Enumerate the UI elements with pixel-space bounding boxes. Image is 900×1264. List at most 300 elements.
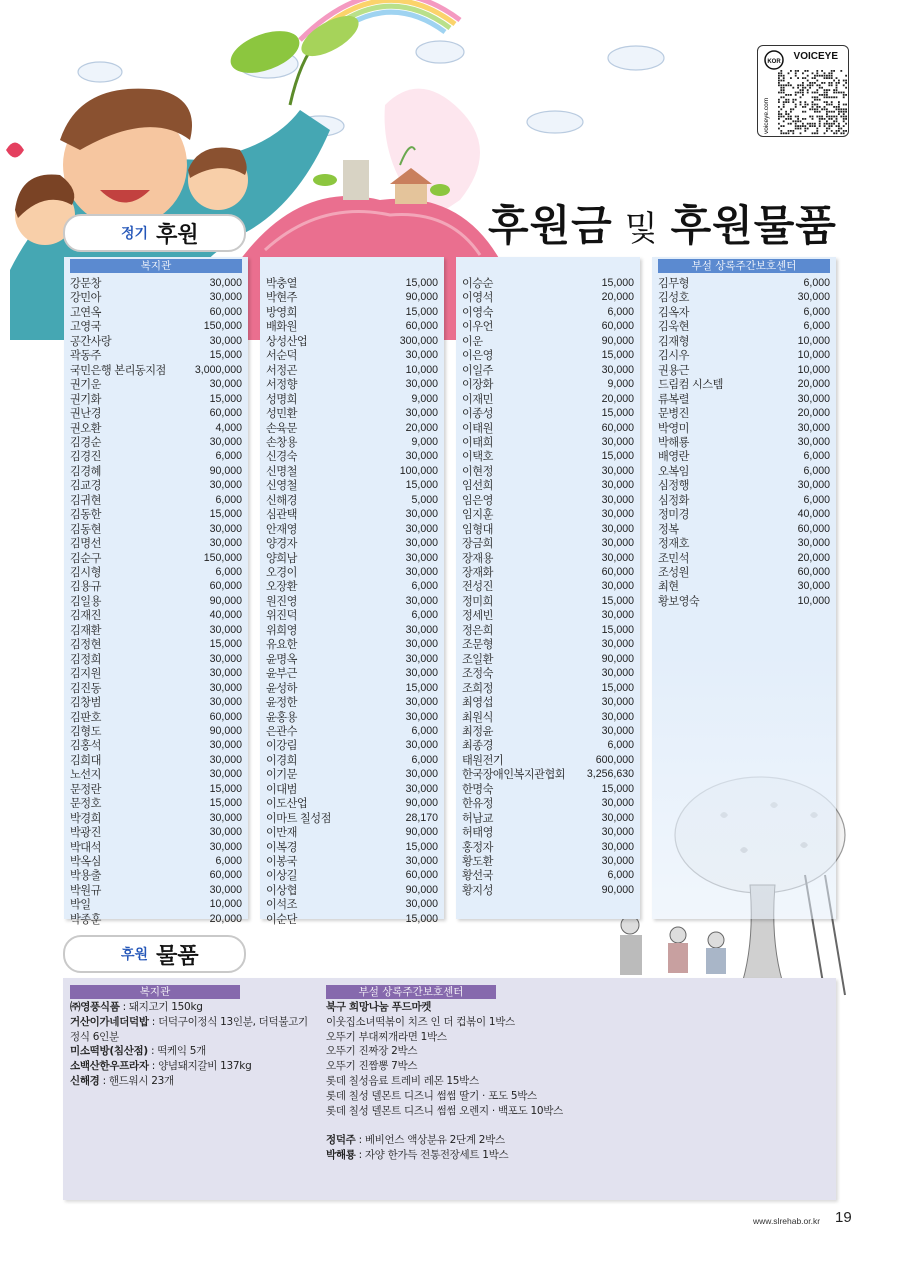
donor-name: 한국장애인복지관협회 xyxy=(462,768,566,782)
donor-row xyxy=(462,637,634,652)
donor-name: 김옥자 xyxy=(658,305,689,319)
goods-line xyxy=(326,1000,431,1014)
donor-row xyxy=(266,811,438,826)
qr-brand: VOICEYE xyxy=(793,51,838,62)
donor-name: 오경이 xyxy=(266,566,297,579)
donor-name: 오복임 xyxy=(658,464,689,478)
donor-row xyxy=(462,623,634,638)
donor-row xyxy=(658,276,830,291)
goods-item: : 자양 한가득 전통전장세트 1박스 xyxy=(355,1149,509,1161)
donor-name: 문정란 xyxy=(70,782,101,796)
donor-name: 이영석 xyxy=(462,291,493,305)
donor-row xyxy=(266,897,438,912)
donor-row xyxy=(658,478,830,493)
donor-name: 강문창 xyxy=(70,277,101,290)
donation-amount: 30,000 xyxy=(405,710,438,723)
donor-name: 김판호 xyxy=(70,710,101,724)
donor-name: 이현정 xyxy=(462,464,493,478)
donor-row xyxy=(658,421,830,436)
donation-amount: 60,000 xyxy=(797,522,830,535)
donor-name: 임은영 xyxy=(462,493,493,507)
donation-amount: 30,000 xyxy=(601,479,634,492)
donation-amount: 6,000 xyxy=(803,320,830,333)
donation-amount: 30,000 xyxy=(405,594,438,607)
donation-amount: 30,000 xyxy=(209,696,242,709)
donor-row xyxy=(266,681,438,696)
goods-line xyxy=(326,1133,505,1147)
donor-name: 곽동주 xyxy=(70,349,101,363)
donation-amount: 15,000 xyxy=(209,638,242,651)
donor-name: 박경희 xyxy=(70,811,101,825)
donor-row xyxy=(70,738,242,753)
donation-amount: 10,000 xyxy=(797,363,830,376)
donor-row xyxy=(266,825,438,840)
donor-row xyxy=(70,710,242,725)
donor-row xyxy=(70,594,242,609)
donation-amount: 6,000 xyxy=(803,305,830,318)
donor-name: 김일용 xyxy=(70,594,101,608)
donor-name: 최종경 xyxy=(462,739,493,753)
donor-name: 이승순 xyxy=(462,277,493,290)
donor-column-3 xyxy=(456,257,640,919)
donation-amount: 150,000 xyxy=(203,551,242,564)
donor-row xyxy=(266,912,438,927)
donation-amount: 30,000 xyxy=(405,522,438,535)
donation-amount: 30,000 xyxy=(405,667,438,680)
goods-line xyxy=(70,1015,308,1029)
donor-row xyxy=(266,883,438,898)
donor-row xyxy=(266,594,438,609)
qr-side-text: voiceye.com xyxy=(763,97,770,134)
donor-name: 김진동 xyxy=(70,681,101,695)
donor-row xyxy=(266,305,438,320)
donor-name: 박광진 xyxy=(70,826,101,840)
donation-amount: 30,000 xyxy=(405,898,438,911)
donated-goods-box xyxy=(63,978,836,1200)
goods-line xyxy=(326,1089,537,1103)
donor-row xyxy=(266,854,438,869)
donation-amount: 30,000 xyxy=(209,753,242,766)
donation-amount: 600,000 xyxy=(595,753,634,766)
donation-amount: 30,000 xyxy=(797,580,830,593)
donor-name: 미소떡방(침산점) xyxy=(70,1045,148,1058)
donation-amount: 90,000 xyxy=(209,724,242,737)
donation-amount: 20,000 xyxy=(209,912,242,925)
donor-row xyxy=(266,435,438,450)
donation-amount: 15,000 xyxy=(405,912,438,925)
donor-name: 조성원 xyxy=(658,566,689,579)
donor-name: 이우언 xyxy=(462,320,493,334)
donation-amount: 30,000 xyxy=(405,378,438,391)
donor-name: 정미경 xyxy=(658,508,689,522)
donor-row xyxy=(70,536,242,551)
donor-name: 장금희 xyxy=(462,537,493,551)
donor-name: 이상협 xyxy=(266,883,297,897)
donor-name: 황보영숙 xyxy=(658,594,700,608)
donation-amount: 15,000 xyxy=(405,840,438,853)
donation-amount: 30,000 xyxy=(209,840,242,853)
donor-name: 김형도 xyxy=(70,724,101,738)
donor-name: 김재형 xyxy=(658,334,689,348)
donor-name: 손육문 xyxy=(266,421,297,435)
donation-amount: 30,000 xyxy=(601,522,634,535)
donation-amount: 3,000,000 xyxy=(194,363,242,376)
donor-row xyxy=(70,551,242,566)
donation-amount: 30,000 xyxy=(601,840,634,853)
donor-row xyxy=(266,334,438,349)
goods-header-center: 부설 상록주간보호센터 xyxy=(326,985,496,999)
donation-amount: 15,000 xyxy=(209,782,242,795)
goods-line xyxy=(70,1074,174,1088)
donor-name: 류복렬 xyxy=(658,392,689,406)
donor-name: 소백산한우프라자 xyxy=(70,1060,149,1073)
goods-item: : 양념돼지갈비 137kg xyxy=(148,1060,252,1073)
donor-row xyxy=(266,652,438,667)
donor-name: 김경순 xyxy=(70,435,101,449)
donated-goods-label xyxy=(63,935,246,973)
donation-amount: 9,000 xyxy=(411,435,438,448)
donor-name: 권기운 xyxy=(70,378,101,392)
donation-amount: 30,000 xyxy=(405,623,438,636)
donor-name: 한명숙 xyxy=(462,782,493,796)
donor-row xyxy=(70,305,242,320)
donor-name: 이운 xyxy=(462,334,483,348)
donation-amount: 6,000 xyxy=(803,450,830,463)
donation-amount: 20,000 xyxy=(405,421,438,434)
donor-name: 장재용 xyxy=(462,551,493,565)
donation-amount: 60,000 xyxy=(405,320,438,333)
donor-row xyxy=(70,652,242,667)
donor-name: 이도산업 xyxy=(266,797,308,811)
donor-row xyxy=(658,507,830,522)
donation-amount: 15,000 xyxy=(601,277,634,289)
goods-item: : 베비언스 액상분유 2단계 2박스 xyxy=(355,1134,505,1147)
donor-name: 강민아 xyxy=(70,291,101,305)
donation-amount: 30,000 xyxy=(601,493,634,506)
donation-amount: 30,000 xyxy=(601,724,634,737)
donor-name: 권난경 xyxy=(70,407,101,421)
donor-name: 윤정한 xyxy=(266,696,297,710)
donor-name: 윤부근 xyxy=(266,667,297,681)
donor-column-4 xyxy=(652,257,836,919)
donor-row xyxy=(658,305,830,320)
donor-row xyxy=(70,825,242,840)
donation-amount: 60,000 xyxy=(209,710,242,723)
donation-amount: 9,000 xyxy=(607,378,634,391)
donor-row xyxy=(70,449,242,464)
donation-amount: 30,000 xyxy=(405,407,438,420)
donor-row xyxy=(462,406,634,421)
goods-item: : 돼지고기 150kg xyxy=(119,1001,203,1013)
donor-name: 위희영 xyxy=(266,623,297,637)
donor-name: 조희정 xyxy=(462,681,493,695)
donor-name: 장재화 xyxy=(462,566,493,579)
donor-row xyxy=(70,868,242,883)
donor-row xyxy=(70,334,242,349)
donor-row xyxy=(462,854,634,869)
donor-name: 조민석 xyxy=(658,551,689,565)
donation-amount: 15,000 xyxy=(601,681,634,694)
donor-row xyxy=(462,796,634,811)
donation-amount: 30,000 xyxy=(601,811,634,824)
donation-amount: 30,000 xyxy=(405,782,438,795)
donor-name: 이재민 xyxy=(462,392,493,406)
donation-amount: 15,000 xyxy=(601,349,634,362)
donor-row xyxy=(462,565,634,580)
donor-name: 이태희 xyxy=(462,435,493,449)
donation-amount: 15,000 xyxy=(601,594,634,607)
donation-amount: 30,000 xyxy=(601,667,634,680)
donor-name: 이석조 xyxy=(266,898,297,912)
donation-amount: 30,000 xyxy=(405,768,438,781)
donation-amount: 30,000 xyxy=(209,291,242,304)
donor-row xyxy=(658,319,830,334)
donor-row xyxy=(462,738,634,753)
donor-row xyxy=(70,883,242,898)
goods-header-welfare: 복지관 xyxy=(70,985,240,999)
donation-amount: 10,000 xyxy=(797,334,830,347)
donor-row xyxy=(70,493,242,508)
donation-amount: 30,000 xyxy=(209,334,242,347)
donor-name: 김동현 xyxy=(70,522,101,536)
donation-amount: 90,000 xyxy=(405,291,438,304)
donation-amount: 15,000 xyxy=(209,392,242,405)
donation-amount: 15,000 xyxy=(601,407,634,420)
donor-name: 성명희 xyxy=(266,392,297,406)
donor-row xyxy=(462,551,634,566)
donor-name: 심정화 xyxy=(658,493,689,507)
donation-amount: 4,000 xyxy=(215,421,242,434)
donor-name: 김경진 xyxy=(70,450,101,464)
donor-column-1 xyxy=(64,257,248,926)
donation-amount: 15,000 xyxy=(405,479,438,492)
donor-name: 위진덕 xyxy=(266,609,297,623)
donation-amount: 30,000 xyxy=(797,479,830,492)
donor-name: 김재환 xyxy=(70,623,101,637)
donor-row xyxy=(658,565,830,580)
goods-item: : 더덕구이정식 13인분, 더덕불고기 xyxy=(148,1015,308,1028)
donation-amount: 6,000 xyxy=(803,464,830,477)
donor-name: 김순구 xyxy=(70,551,101,565)
donor-row xyxy=(70,753,242,768)
donor-name: 오장환 xyxy=(266,580,297,594)
donor-row xyxy=(462,435,634,450)
donor-row xyxy=(266,724,438,739)
donation-amount: 6,000 xyxy=(411,609,438,622)
donation-amount: 30,000 xyxy=(601,855,634,867)
donation-amount: 30,000 xyxy=(601,638,634,651)
donor-name: 이순단 xyxy=(266,912,297,926)
donation-amount: 30,000 xyxy=(209,652,242,665)
donor-row xyxy=(266,507,438,522)
title-connector: 및 xyxy=(624,209,659,249)
donor-row xyxy=(462,392,634,407)
donation-amount: 10,000 xyxy=(209,898,242,911)
section-label-big: 후원 xyxy=(156,222,199,248)
donor-row xyxy=(266,608,438,623)
goods-item: : 떡케익 5개 xyxy=(147,1045,207,1058)
donor-row xyxy=(462,363,634,378)
donor-name: 윤성하 xyxy=(266,681,297,695)
goods-item: : 핸드워시 23개 xyxy=(99,1075,174,1087)
donor-name: 신해경 xyxy=(266,493,297,507)
donor-name: 김동한 xyxy=(70,508,101,522)
donation-amount: 30,000 xyxy=(405,450,438,463)
donor-name: 이만재 xyxy=(266,826,297,840)
donor-row xyxy=(70,377,242,392)
donation-amount: 60,000 xyxy=(601,566,634,578)
donor-name: 정은희 xyxy=(462,623,493,637)
donor-name: 손창용 xyxy=(266,435,297,449)
donor-row xyxy=(462,652,634,667)
qr-kor-mark: KOR xyxy=(767,59,781,65)
donor-row xyxy=(266,276,438,291)
donor-row xyxy=(266,392,438,407)
donor-row xyxy=(70,406,242,421)
donor-name: 신영철 xyxy=(266,479,297,493)
donation-amount: 30,000 xyxy=(797,537,830,550)
donor-row xyxy=(658,594,830,609)
donation-amount: 30,000 xyxy=(209,826,242,839)
donor-name: 신명철 xyxy=(266,464,297,478)
donor-name: 권기화 xyxy=(70,392,101,406)
donor-row xyxy=(266,348,438,363)
donation-amount: 30,000 xyxy=(209,739,242,752)
donor-name: 드림컴 시스템 xyxy=(658,378,723,392)
donor-row xyxy=(266,840,438,855)
donation-amount: 100,000 xyxy=(399,464,438,477)
donor-row xyxy=(462,724,634,739)
donor-name: 태원전기 xyxy=(462,753,504,767)
donation-amount: 30,000 xyxy=(209,479,242,492)
donor-row xyxy=(658,406,830,421)
donor-name: 이장화 xyxy=(462,378,493,392)
donor-name: 박해룡 xyxy=(658,435,689,449)
donor-name: 정세빈 xyxy=(462,609,493,623)
donor-name: 이마트 칠성점 xyxy=(266,811,331,825)
donor-name: 박일 xyxy=(70,898,91,912)
donation-amount: 6,000 xyxy=(215,450,242,463)
donor-row xyxy=(70,276,242,291)
donor-row xyxy=(462,782,634,797)
donation-amount: 30,000 xyxy=(209,435,242,448)
donor-row xyxy=(462,840,634,855)
donation-amount: 30,000 xyxy=(405,508,438,521)
donor-row xyxy=(658,363,830,378)
donation-amount: 6,000 xyxy=(803,493,830,506)
donor-name: 배화원 xyxy=(266,320,297,334)
donor-row xyxy=(70,507,242,522)
donation-amount: 90,000 xyxy=(405,826,438,839)
donation-amount: 90,000 xyxy=(601,883,634,896)
donation-amount: 30,000 xyxy=(405,855,438,867)
donor-name: 고영국 xyxy=(70,320,101,334)
goods-line xyxy=(70,1030,119,1044)
donor-name: 심관택 xyxy=(266,508,297,522)
donation-amount: 15,000 xyxy=(405,681,438,694)
donation-amount: 90,000 xyxy=(405,797,438,810)
donation-amount: 10,000 xyxy=(405,363,438,376)
donor-name: 최현 xyxy=(658,580,679,594)
page-title xyxy=(488,193,837,253)
donation-amount: 90,000 xyxy=(209,464,242,477)
donor-name: 허남교 xyxy=(462,811,493,825)
donor-name: 임지훈 xyxy=(462,508,493,522)
donor-row xyxy=(462,536,634,551)
donor-row xyxy=(70,681,242,696)
donor-row xyxy=(70,840,242,855)
donor-name: 박대석 xyxy=(70,840,101,854)
donation-amount: 60,000 xyxy=(797,566,830,578)
donor-row xyxy=(266,695,438,710)
donation-amount: 60,000 xyxy=(209,869,242,882)
donor-name: 이종성 xyxy=(462,407,493,421)
donor-name: 심정행 xyxy=(658,479,689,493)
goods-line xyxy=(326,1104,563,1118)
donor-name: 김정현 xyxy=(70,638,101,652)
donor-row xyxy=(658,392,830,407)
donor-name: 신경숙 xyxy=(266,450,297,464)
donation-amount: 30,000 xyxy=(405,349,438,362)
donor-row xyxy=(70,666,242,681)
donor-name: 국민은행 본리동지점 xyxy=(70,363,166,377)
goods-item: 오뚜기 진짜장 2박스 xyxy=(326,1045,418,1058)
donor-row xyxy=(266,522,438,537)
donor-row xyxy=(266,623,438,638)
donor-name: 최영섭 xyxy=(462,696,493,710)
donor-name: 이대범 xyxy=(266,782,297,796)
qr-code xyxy=(757,45,849,137)
donation-amount: 30,000 xyxy=(601,609,634,622)
donor-row xyxy=(462,825,634,840)
donor-name: 김정희 xyxy=(70,652,101,666)
donor-name: 문병진 xyxy=(658,407,689,421)
donation-amount: 30,000 xyxy=(209,811,242,824)
donor-name: 김용규 xyxy=(70,580,101,594)
donation-amount: 30,000 xyxy=(209,537,242,550)
donation-amount: 30,000 xyxy=(209,667,242,680)
donor-row xyxy=(462,695,634,710)
donor-name: 정미희 xyxy=(462,594,493,608)
donor-row xyxy=(266,782,438,797)
donor-row xyxy=(658,464,830,479)
donor-name: 이기문 xyxy=(266,768,297,782)
section-label-small: 후원 xyxy=(121,947,149,963)
donor-row xyxy=(266,579,438,594)
donation-amount: 30,000 xyxy=(405,566,438,578)
title-part-1: 후원금 xyxy=(488,201,613,250)
title-part-2: 후원물품 xyxy=(670,201,837,250)
donation-amount: 30,000 xyxy=(209,681,242,694)
donor-name: 이상길 xyxy=(266,869,297,883)
donor-row xyxy=(462,868,634,883)
donation-amount: 20,000 xyxy=(601,392,634,405)
section-label-small: 정기 xyxy=(121,226,149,242)
donor-row xyxy=(266,738,438,753)
donation-amount: 60,000 xyxy=(601,320,634,333)
donor-row xyxy=(266,290,438,305)
donation-amount: 30,000 xyxy=(209,883,242,896)
page-number: 19 xyxy=(835,1209,852,1226)
goods-item: 오뚜기 진짬뽕 7박스 xyxy=(326,1060,418,1073)
donor-name: 정덕주 xyxy=(326,1134,356,1147)
donor-row xyxy=(462,334,634,349)
donor-row xyxy=(658,536,830,551)
donor-row xyxy=(462,883,634,898)
donation-amount: 30,000 xyxy=(601,435,634,448)
goods-line xyxy=(70,1000,203,1014)
donor-name: 이봉국 xyxy=(266,855,297,868)
